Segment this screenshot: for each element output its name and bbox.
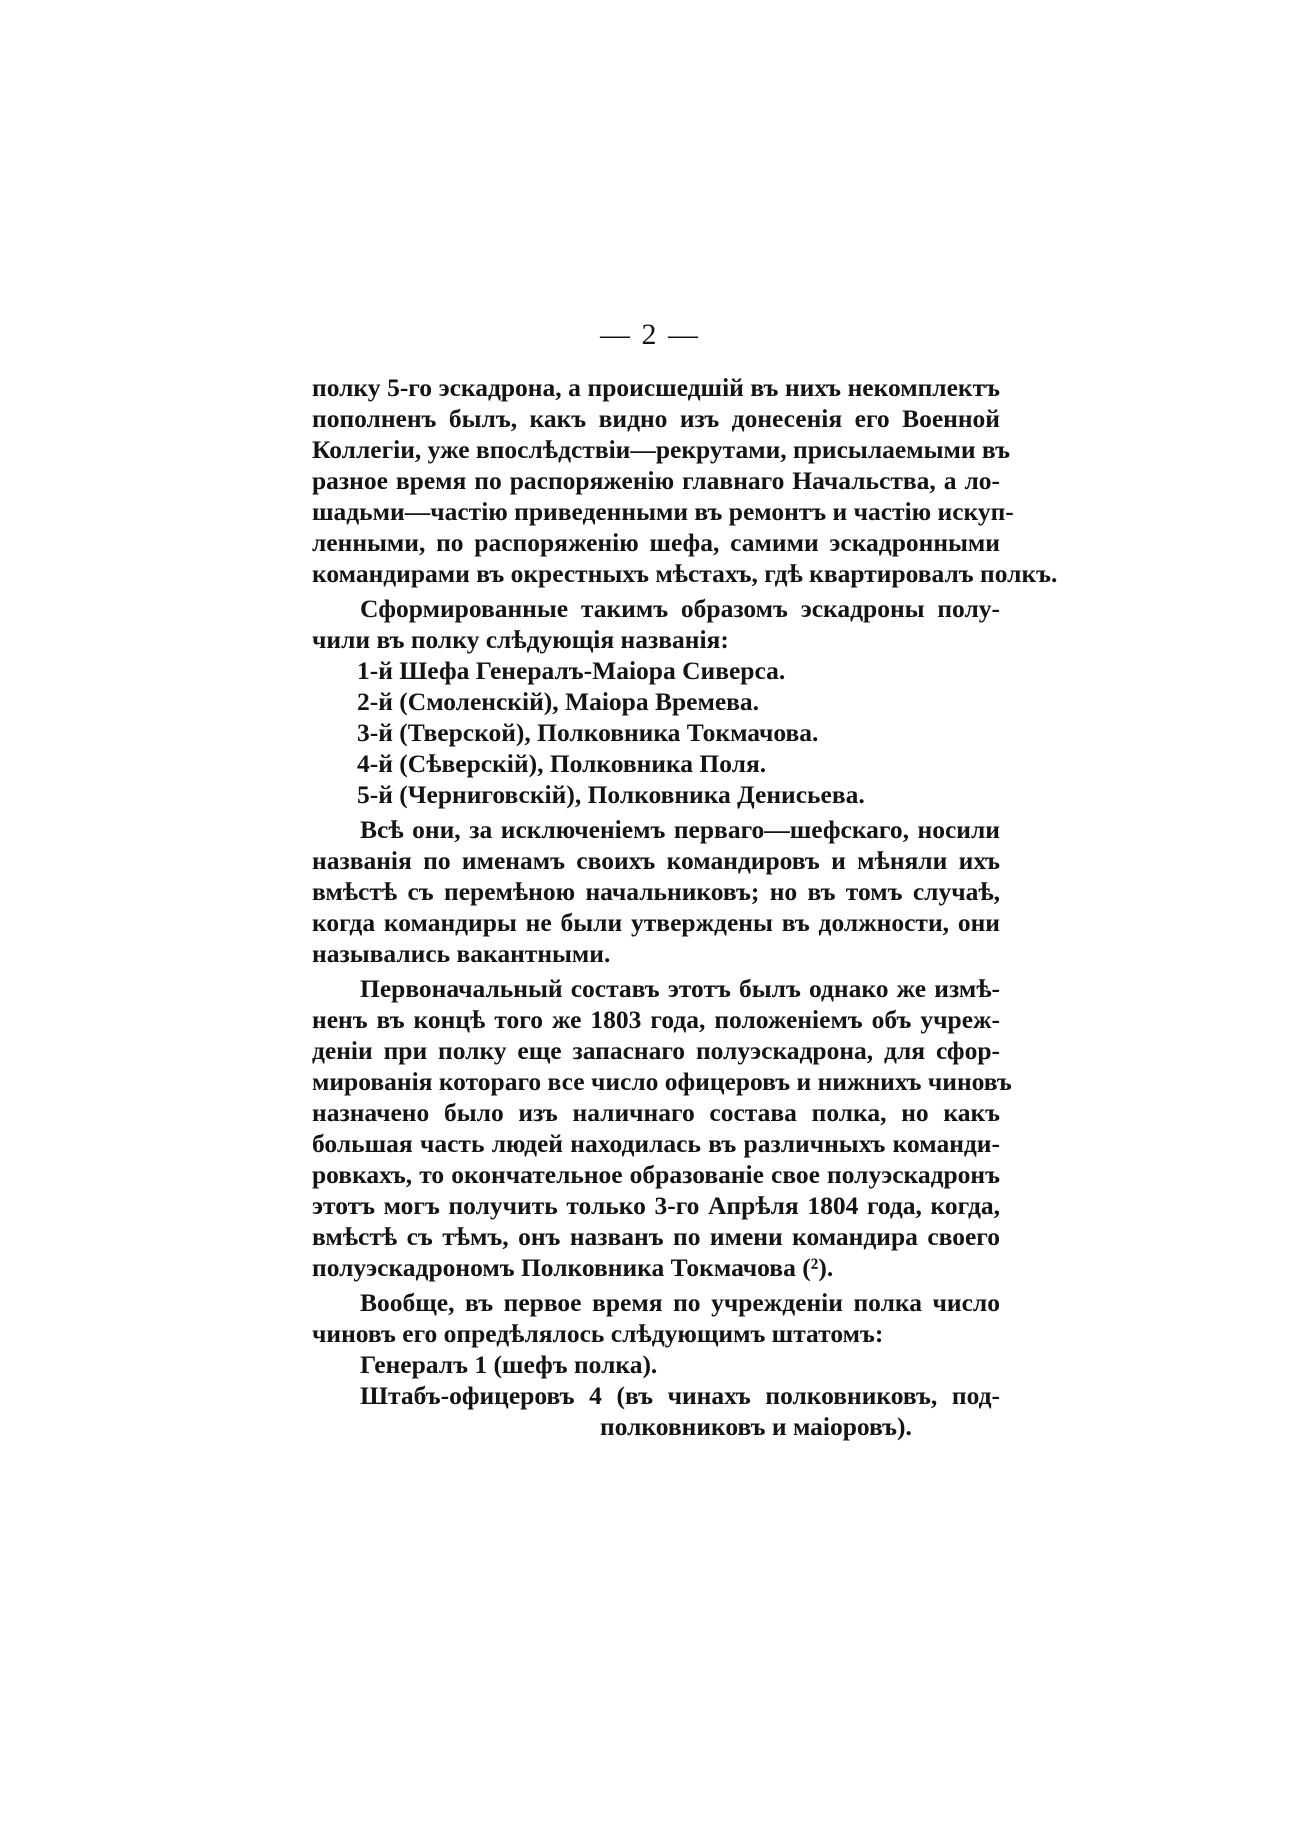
text-line: деніи при полку еще запаснаго полуэскадрона, для сфор-	[312, 1036, 1000, 1065]
text-line: разное время по распоряженію главнаго Начальства, а ло-	[312, 466, 1000, 495]
staff-item: Штабъ-офицеровъ 4 (въ чинахъ полковниковъ, под-	[360, 1381, 1000, 1410]
paragraph-start: Всѣ они, за исключеніемъ перваго—шефскаго, носили	[360, 815, 1000, 844]
paragraph-start: Первоначальный составъ этотъ былъ однако же измѣ-	[360, 974, 1000, 1003]
text-line: ровкахъ, то окончательное образованіе свое полуэскадронъ	[312, 1160, 1000, 1189]
text-line: названія по именамъ своихъ командировъ и мѣняли ихъ	[312, 846, 1000, 875]
text-line: назначено было изъ наличнаго состава полка, но какъ	[312, 1098, 1000, 1127]
text-line: этотъ могъ получить только 3-го Апрѣля 1804 года, когда,	[312, 1191, 1000, 1220]
squadron-item: 3-й (Тверской), Полковника Токмачова.	[357, 718, 819, 747]
squadron-item: 4-й (Сѣверскій), Полковника Поля.	[357, 749, 767, 778]
staff-item-continuation: полковниковъ и маіоровъ).	[600, 1412, 912, 1441]
text-line: мированія котораго все число офицеровъ и нижнихъ чиновъ	[312, 1067, 1012, 1096]
squadron-item: 5-й (Черниговскій), Полковника Денисьева.	[357, 780, 865, 809]
squadron-item: 1-й Шефа Генералъ-Маіора Сиверса.	[357, 656, 786, 685]
text-line: командирами въ окрестныхъ мѣстахъ, гдѣ квартировалъ полкъ.	[312, 559, 1058, 588]
text-line: вмѣстѣ съ тѣмъ, онъ названъ по имени командира своего	[312, 1222, 1000, 1251]
text-line: полуэскадрономъ Полковника Токмачова (²).	[312, 1253, 834, 1282]
staff-item: Генералъ 1 (шефъ полка).	[360, 1350, 658, 1379]
text-line: шадьми—частію приведенными въ ремонтъ и частію искуп-	[312, 497, 1014, 526]
text-line: когда командиры не были утверждены въ должности, они	[312, 908, 1000, 937]
paragraph-start: Сформированные такимъ образомъ эскадроны полу-	[360, 594, 1000, 623]
text-line: пополненъ былъ, какъ видно изъ донесенія его Военной	[312, 404, 1000, 433]
text-line: большая часть людей находилась въ различныхъ команди-	[312, 1129, 1000, 1158]
text-line: чиновъ его опредѣлялось слѣдующимъ штатомъ:	[312, 1319, 884, 1348]
text-line: назывались вакантными.	[312, 939, 611, 968]
body-text	[312, 372, 1058, 1442]
page-number: — 2 —	[600, 318, 700, 351]
text-line: ненъ въ концѣ того же 1803 года, положеніемъ объ учреж-	[312, 1005, 1000, 1034]
paragraph-start: Вообще, въ первое время по учрежденіи полка число	[360, 1288, 1000, 1317]
text-line: Коллегіи, уже впослѣдствіи—рекрутами, присылаемыми въ	[312, 435, 1010, 464]
squadron-item: 2-й (Смоленскій), Маіора Времева.	[357, 687, 760, 716]
text-line: ленными, по распоряженію шефа, самими эскадронными	[312, 528, 1000, 557]
text-line: вмѣстѣ съ перемѣною начальниковъ; но въ томъ случаѣ,	[312, 877, 1000, 906]
text-line: полку 5-го эскадрона, а происшедшій въ нихъ некомплектъ	[312, 373, 1000, 402]
text-line: чили въ полку слѣдующія названія:	[312, 625, 729, 654]
